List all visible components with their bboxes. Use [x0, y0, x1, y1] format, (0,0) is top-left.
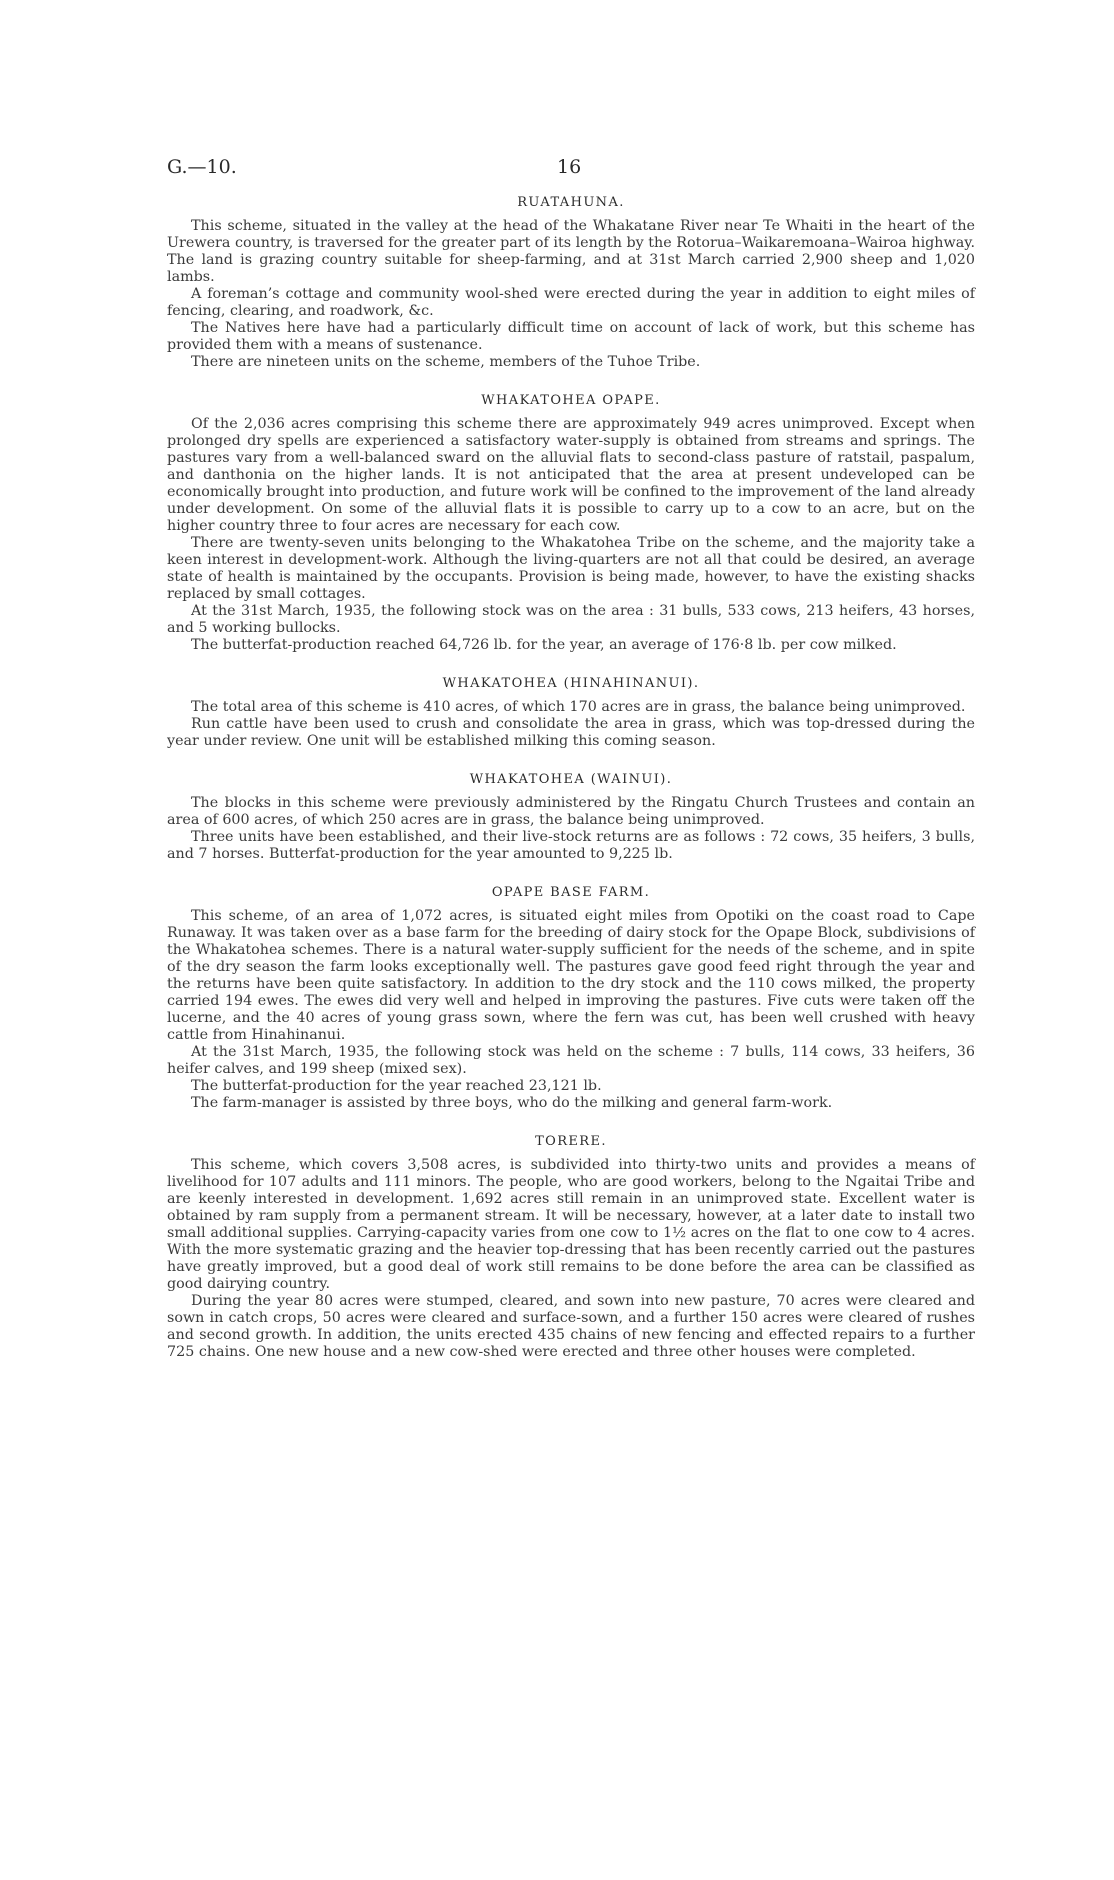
section-heading: OPAPE BASE FARM. — [491, 885, 651, 900]
paragraph: This scheme, of an area of 1,072 acres, is situated eight miles from Opotiki on the coast road to Cape Runaway. It was taken over as a base farm for the breeding of dairy stock for the Opape Block, subdivisions of the Whakatohea schemes. There is a natural water-supply sufficient for the needs of the scheme, and in spite of the dry season the farm looks exceptionally well. The pastures gave good feed right through the year and the returns have been quite satisfactory. In addition to the dry stock and the 110 cows milked, the property carried 194 ewes. The ewes did very well and helped in improving the pastures. Five cuts were taken off the lucerne, and the 40 acres of young grass sown, where the fern was cut, has been well crushed with heavy cattle from Hinahinanui. — [167, 908, 975, 1043]
paragraph: There are twenty-seven units belonging to the Whakatohea Tribe on the scheme, and the majority take a keen interest in development-work. Although the living-quarters are not all that could be desired, an average state of health is maintained by the occupants. Provision is being made, however, to have the existing shacks replaced by small cottages. — [167, 535, 975, 602]
paragraph: The butterfat-production for the year reached 23,121 lb. — [191, 1078, 602, 1094]
section-heading: WHAKATOHEA (HINAHINANUI). — [442, 676, 700, 691]
paragraph: The farm-manager is assisted by three boys, who do the milking and general farm-work. — [191, 1095, 833, 1111]
paragraph: The butterfat-production reached 64,726 lb. for the year, an average of 176·8 lb. per cow milked. — [191, 637, 897, 653]
paragraph: The total area of this scheme is 410 acres, of which 170 acres are in grass, the balance being unimproved. — [191, 699, 966, 715]
paragraph: This scheme, situated in the valley at the head of the Whakatane River near Te Whaiti in the heart of the Urewera country, is traversed for the greater part of its length by the Rotorua–Waikaremoana–Wairoa highway. The land is grazing country suitable for sheep-farming, and at 31st March carried 2,900 sheep and 1,020 lambs. — [167, 218, 975, 285]
section-heading: WHAKATOHEA OPAPE. — [481, 393, 661, 408]
section-whakatohea-hinahinanui — [167, 675, 975, 750]
paragraph: At the 31st March, 1935, the following stock was held on the scheme : 7 bulls, 114 cows, 33 heifers, 36 heifer calves, and 199 sheep (mixed sex). — [167, 1044, 975, 1077]
paragraph: Three units have been established, and their live-stock returns are as follows : 72 cows, 35 heifers, 3 bulls, and 7 horses. Butterfat-production for the year amounted to 9,225 lb. — [167, 829, 975, 862]
paragraph: The Natives here have had a particularly difficult time on account of lack of work, but this scheme has provided them with a means of sustenance. — [167, 320, 975, 353]
paragraph: During the year 80 acres were stumped, cleared, and sown into new pasture, 70 acres were cleared and sown in catch crops, 50 acres were cleared and surface-sown, and a further 150 acres were cleared of rushes and second growth. In addition, the units erected 435 chains of new fencing and effected repairs to a further 725 chains. One new house and a new cow-shed were erected and three other houses were completed. — [167, 1293, 975, 1360]
paragraph: Of the 2,036 acres comprising this scheme there are approximately 949 acres unimproved. Except when prolonged dry spells are experienced a satisfactory water-supply is obtained from streams and springs. The pastures vary from a well-balanced sward on the alluvial flats to second-class pasture of ratstail, paspalum, and danthonia on the higher lands. It is not anticipated that the area at present undeveloped can be economically brought into production, and future work will be confined to the improvement of the land already under development. On some of the alluvial flats it is possible to carry up to a cow to an acre, but on the higher country three to four acres are necessary for each cow. — [167, 416, 975, 534]
section-ruatahuna — [167, 194, 975, 371]
section-heading: RUATAHUNA. — [517, 195, 625, 210]
page-reference: G.—10. — [167, 156, 237, 178]
page-body — [167, 194, 975, 1382]
page-number: 16 — [557, 156, 582, 178]
paragraph: There are nineteen units on the scheme, members of the Tuhoe Tribe. — [191, 354, 701, 370]
paragraph: At the 31st March, 1935, the following stock was on the area : 31 bulls, 533 cows, 213 heifers, 43 horses, and 5 working bullocks. — [167, 603, 975, 636]
section-opape-base-farm — [167, 884, 975, 1112]
paragraph: This scheme, which covers 3,508 acres, is subdivided into thirty-two units and provides a means of livelihood for 107 adults and 111 minors. The people, who are good workers, belong to the Ngaitai Tribe and are keenly interested in development. 1,692 acres still remain in an unimproved state. Excellent water is obtained by ram supply from a permanent stream. It will be necessary, however, at a later date to install two small additional supplies. Carrying-capacity varies from one cow to 1½ acres on the flat to one cow to 4 acres. With the more systematic grazing and the heavier top-dressing that has been recently carried out the pastures have greatly improved, but a good deal of work still remains to be done before the area can be classified as good dairying country. — [167, 1157, 975, 1292]
section-heading: TORERE. — [535, 1134, 607, 1149]
paragraph: The blocks in this scheme were previously administered by the Ringatu Church Trustees and contain an area of 600 acres, of which 250 acres are in grass, the balance being unimproved. — [167, 795, 975, 828]
section-torere — [167, 1133, 975, 1361]
paragraph: Run cattle have been used to crush and consolidate the area in grass, which was top-dressed during the year under review. One unit will be established milking this coming season. — [167, 716, 975, 749]
section-whakatohea-opape — [167, 392, 975, 654]
page-header — [167, 156, 967, 180]
section-whakatohea-wainui — [167, 771, 975, 863]
paragraph: A foreman’s cottage and community wool-shed were erected during the year in addition to eight miles of fencing, clearing, and roadwork, &c. — [167, 286, 975, 319]
section-heading: WHAKATOHEA (WAINUI). — [469, 772, 673, 787]
